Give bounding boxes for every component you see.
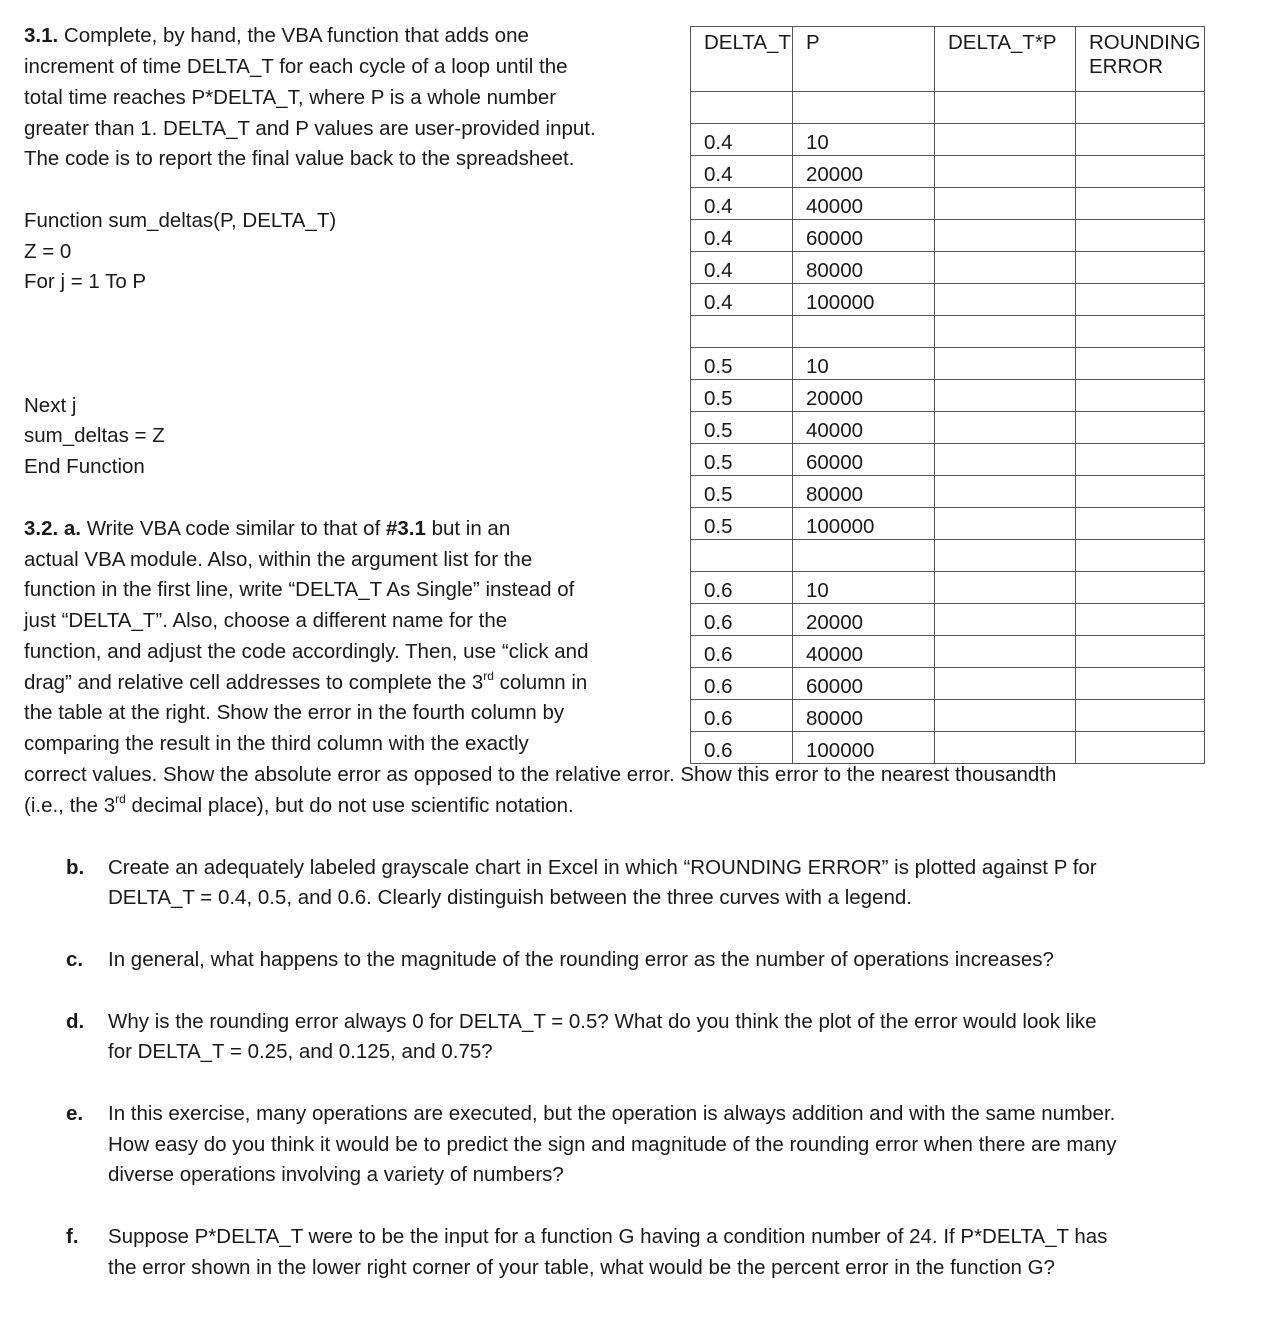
code-line-end: End Function <box>24 455 145 478</box>
table-row: 0.6 80000 <box>691 700 1205 732</box>
question-e-label: e. <box>66 1102 84 1125</box>
table-row: 0.6 40000 <box>691 636 1205 668</box>
header-rounding-error: ROUNDING ERROR <box>1076 27 1205 92</box>
question-d-line-2: for DELTA_T = 0.25, and 0.125, and 0.75? <box>108 1040 493 1063</box>
header-p: P <box>793 27 935 92</box>
question-f-label: f. <box>66 1225 79 1248</box>
q31-line-3: total time reaches P*DELTA_T, where P is a whole number <box>24 86 557 109</box>
question-f-line-2: the error shown in the lower right corner of your table, what would be the percent error in the function G? <box>108 1256 1055 1279</box>
code-line-next: Next j <box>24 394 77 417</box>
table-row: 0.6 10 <box>691 572 1205 604</box>
code-line-for: For j = 1 To P <box>24 270 147 293</box>
table-row: 0.5 80000 <box>691 476 1205 508</box>
code-line-return: sum_deltas = Z <box>24 424 165 447</box>
q32-line-5: function, and adjust the code accordingly. Then, use “click and <box>24 640 589 663</box>
q32-line-1: 3.2. a. Write VBA code similar to that of #3.1 but in an <box>24 517 511 540</box>
q31-line-1: 3.1. Complete, by hand, the VBA function that adds one <box>24 24 529 47</box>
table-row: 0.5 60000 <box>691 444 1205 476</box>
table-row: 0.4 10 <box>691 124 1205 156</box>
code-line-function: Function sum_deltas(P, DELTA_T) <box>24 209 337 232</box>
q32-line-3: function in the first line, write “DELTA_T As Single” instead of <box>24 578 575 601</box>
q32-line-9: correct values. Show the absolute error as opposed to the relative error. Show this error to the nearest thousandth <box>24 763 1057 786</box>
q31-number: 3.1. <box>24 24 59 47</box>
q31-line-4: greater than 1. DELTA_T and P values are user-provided input. <box>24 117 596 140</box>
header-delta-t-p: DELTA_T*P <box>935 27 1076 92</box>
question-e-line-2: How easy do you think it would be to predict the sign and magnitude of the rounding error when there are many <box>108 1133 1117 1156</box>
q32-number: 3.2. a. <box>24 517 81 540</box>
table-row: 0.4 20000 <box>691 156 1205 188</box>
table-row: 0.6 20000 <box>691 604 1205 636</box>
question-f-line-1: Suppose P*DELTA_T were to be the input for a function G having a condition number of 24. If P*DELTA_T has <box>108 1225 1108 1248</box>
question-d-line-1: Why is the rounding error always 0 for DELTA_T = 0.5? What do you think the plot of the error would look like <box>108 1010 1097 1033</box>
q32-line-8: comparing the result in the third column with the exactly <box>24 732 529 755</box>
table-spacer-row <box>691 316 1205 348</box>
rounding-error-table <box>690 26 1205 764</box>
q32-line-6: drag” and relative cell addresses to complete the 3rd column in <box>24 669 588 694</box>
q31-line-5: The code is to report the final value back to the spreadsheet. <box>24 147 575 170</box>
q32-line-7: the table at the right. Show the error in the fourth column by <box>24 701 565 724</box>
table-row: 0.4 40000 <box>691 188 1205 220</box>
header-delta-t: DELTA_T <box>691 27 793 92</box>
code-line-init: Z = 0 <box>24 240 72 263</box>
table-row: 0.4 60000 <box>691 220 1205 252</box>
table-row: 0.6 60000 <box>691 668 1205 700</box>
table-spacer-row <box>691 540 1205 572</box>
table-row: 0.5 10 <box>691 348 1205 380</box>
question-b-label: b. <box>66 856 85 879</box>
question-e-line-1: In this exercise, many operations are executed, but the operation is always addition and with the same number. <box>108 1102 1116 1125</box>
q31-line-2: increment of time DELTA_T for each cycle of a loop until the <box>24 55 568 78</box>
question-b-line-1: Create an adequately labeled grayscale chart in Excel in which “ROUNDING ERROR” is plotted against P for <box>108 856 1097 879</box>
table-row: 0.5 20000 <box>691 380 1205 412</box>
table-row: 0.6 100000 <box>691 732 1205 764</box>
table-spacer-row <box>691 92 1205 124</box>
q32-line-4: just “DELTA_T”. Also, choose a different name for the <box>24 609 508 632</box>
q32-line-10: (i.e., the 3rd decimal place), but do not use scientific notation. <box>24 792 574 817</box>
table-row: 0.5 40000 <box>691 412 1205 444</box>
question-c-label: c. <box>66 948 84 971</box>
table-row: 0.4 100000 <box>691 284 1205 316</box>
question-d-label: d. <box>66 1010 85 1033</box>
question-c-line-1: In general, what happens to the magnitude of the rounding error as the number of operations increases? <box>108 948 1054 971</box>
question-b-line-2: DELTA_T = 0.4, 0.5, and 0.6. Clearly distinguish between the three curves with a legend. <box>108 886 912 909</box>
table-row: 0.4 80000 <box>691 252 1205 284</box>
table-header-row <box>691 27 1205 92</box>
question-e-line-3: diverse operations involving a variety of numbers? <box>108 1163 564 1186</box>
table-row: 0.5 100000 <box>691 508 1205 540</box>
q32-line-2: actual VBA module. Also, within the argument list for the <box>24 548 533 571</box>
